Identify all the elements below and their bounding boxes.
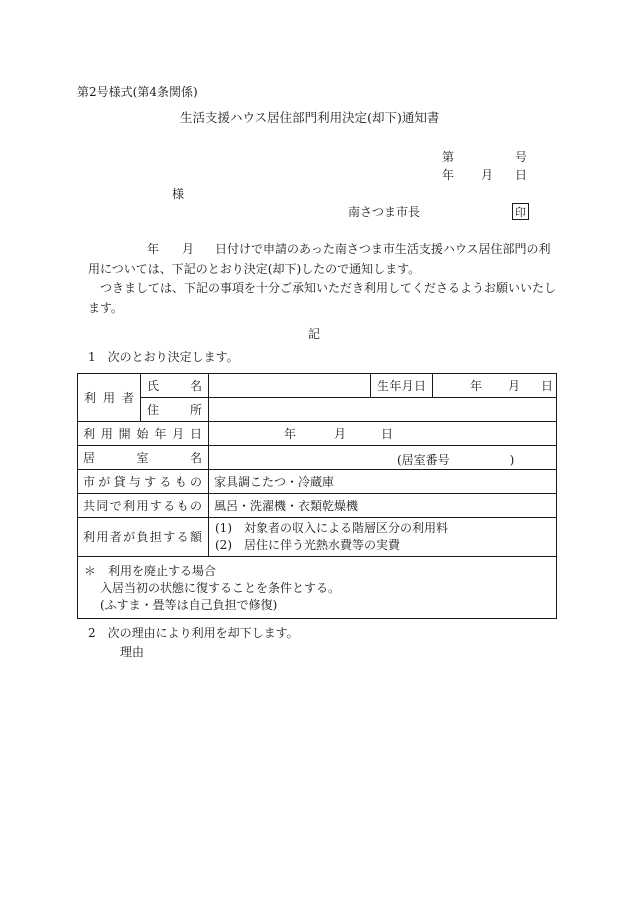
date-hi: 日 (515, 168, 528, 182)
name-label: 氏名 (141, 374, 209, 398)
burden-item-1: (1) 対象者の収入による階層区分の利用料 (215, 521, 448, 535)
cancellation-note (78, 557, 557, 619)
burden-label: 利用者が負担する額 (78, 518, 209, 557)
ki-heading: 記 (308, 327, 321, 341)
table-row (78, 446, 557, 470)
reason-label: 理由 (120, 645, 145, 659)
ref-go: 号 (515, 150, 528, 164)
address-label: 住所 (141, 398, 209, 422)
birth-tsuki: 月 (508, 379, 521, 393)
burden-item-2: (2) 居住に伴う光熱水費等の実費 (215, 538, 400, 552)
room-label: 居室名 (78, 446, 209, 470)
body-line-4: ます。 (88, 301, 124, 315)
table-row (78, 422, 557, 446)
start-date-field[interactable] (209, 422, 557, 446)
note-line-3: (ふすま・畳等は自己負担で修復) (100, 598, 278, 612)
decision-table (77, 373, 557, 619)
form-number: 第2号様式(第4条関係) (77, 85, 198, 99)
room-number: (居室番号 ) (397, 453, 515, 467)
birth-hi: 日 (541, 379, 554, 393)
start-date-label: 利用開始年月日 (78, 422, 209, 446)
issuer-name: 南さつま市長 (348, 205, 421, 219)
burden-value (209, 518, 557, 557)
note-line-1: ＊ 利用を廃止する場合 (84, 564, 217, 578)
birthdate-field[interactable] (433, 374, 557, 398)
addressee-honorific: 様 (172, 187, 185, 201)
document-title: 生活支援ハウス居住部門利用決定(却下)通知書 (180, 110, 440, 125)
shared-label: 共同で利用するもの (78, 494, 209, 518)
birth-nen: 年 (470, 379, 483, 393)
birthdate-label: 生年月日 (371, 374, 433, 398)
body-line-2: 用については、下記のとおり決定(却下)したので通知します。 (88, 262, 421, 276)
body-nen: 年 (147, 242, 160, 256)
body-line-3: つきましては、下記の事項を十分ご承知いただき利用してくださるようお願いいたし (100, 281, 557, 295)
table-row (78, 398, 557, 422)
table-row (78, 494, 557, 518)
seal-stamp: 印 (512, 203, 529, 220)
date-tsuki: 月 (481, 168, 494, 182)
section-1-heading: 1 次のとおり決定します。 (88, 350, 239, 364)
date-nen: 年 (442, 168, 455, 182)
lend-label: 市が貸与するもの (78, 470, 209, 494)
table-row (78, 557, 557, 619)
start-hi: 日 (381, 427, 394, 441)
section-2-heading: 2 次の理由により利用を却下します。 (88, 626, 299, 640)
shared-value: 風呂・洗濯機・衣類乾燥機 (209, 494, 557, 518)
user-label: 利用者 (78, 374, 141, 422)
start-nen: 年 (284, 427, 297, 441)
lend-value: 家具調こたつ・冷蔵庫 (209, 470, 557, 494)
table-row (78, 470, 557, 494)
name-field[interactable] (209, 374, 371, 398)
note-line-2: 入居当初の状態に復することを条件とする。 (100, 581, 341, 595)
body-line-1: 日付けで申請のあった南さつま市生活支援ハウス居住部門の利 (215, 242, 551, 256)
ref-dai: 第 (442, 150, 455, 164)
body-tsuki: 月 (182, 242, 195, 256)
room-field[interactable] (209, 446, 557, 470)
address-field[interactable] (209, 398, 557, 422)
table-row (78, 374, 557, 398)
start-tsuki: 月 (334, 427, 347, 441)
table-row (78, 518, 557, 557)
